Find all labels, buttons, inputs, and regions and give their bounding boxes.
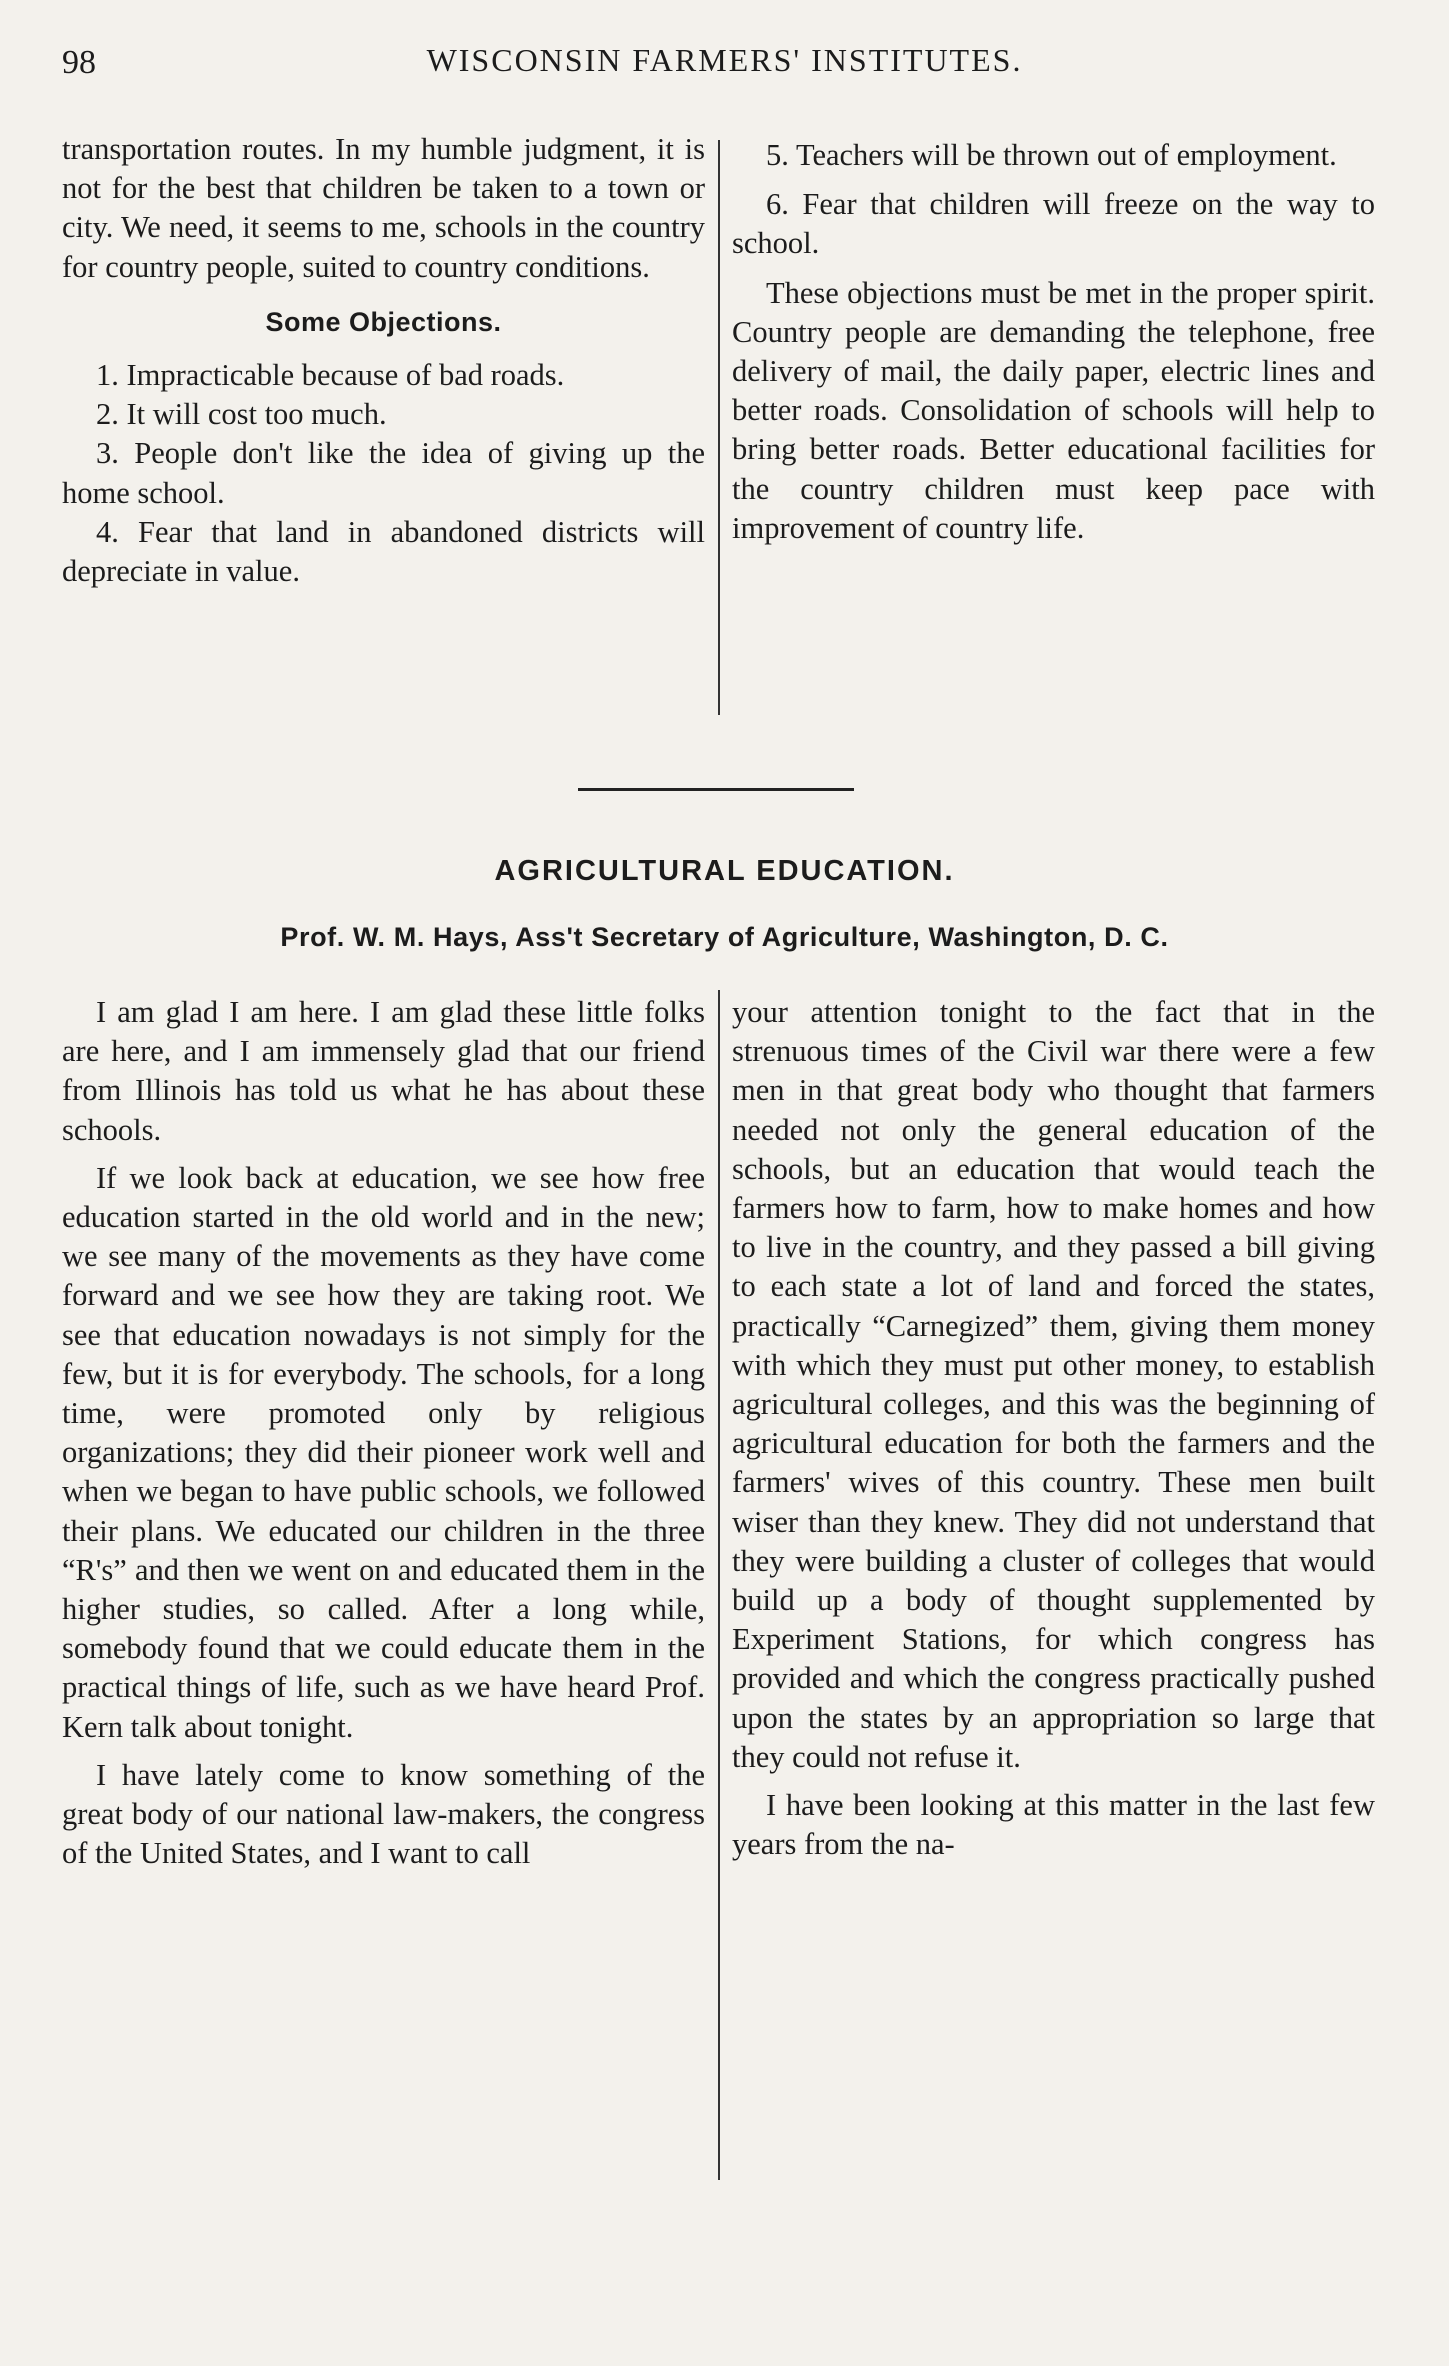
section-separator [578, 788, 854, 791]
continuation-paragraph: transportation routes. In my humble judgment, it is not for the best that children be taken to a town or city. We need, it seems to me, schools in the country for country people, suited to country conditions. [62, 132, 705, 284]
article-title: AGRICULTURAL EDUCATION. [494, 855, 955, 887]
article-column-divider [718, 990, 720, 2180]
article-paragraph: If we look back at education, we see how free education started in the old world and in the new; we see many of the movements as they have come forward and we see how they are taking root. We see that education nowadays is not simply for the few, but it is for everybody. The schools, for a long time, were promoted only by religious organizations; they did their pioneer work well and when we began to have public schools, we followed their plans. We educated our children in the three “R's” and then we went on and educated them in the higher studies, so called. After a long while, somebody found that we could educate them in the practical things of life, such as we have heard Prof. Kern talk about tonight. [62, 1160, 705, 1744]
objection-item: 2. It will cost too much. [96, 397, 387, 432]
objection-item: 5. Teachers will be thrown out of employment. [766, 138, 1337, 172]
running-head: WISCONSIN FARMERS' INSTITUTES. [426, 42, 1023, 78]
article-left-column [62, 993, 705, 1882]
objection-item: 3. People don't like the idea of giving up the home school. [62, 436, 705, 510]
article-paragraph: I have been looking at this matter in the last few years from the na- [732, 1788, 1375, 1862]
top-left-column [62, 130, 705, 591]
top-column-divider [718, 140, 720, 715]
article-byline: Prof. W. M. Hays, Ass't Secretary of Agriculture, Washington, D. C. [280, 922, 1169, 952]
page-number: 98 [62, 44, 96, 81]
article-right-column [732, 993, 1375, 1873]
article-paragraph: I am glad I am here. I am glad these little folks are here, and I am immensely glad that our friend from Illinois has told us what he has about these schools. [62, 995, 705, 1147]
objection-item: 4. Fear that land in abandoned districts will depreciate in value. [62, 514, 705, 589]
objection-item: 1. Impracticable because of bad roads. [96, 358, 565, 393]
objection-item: 6. Fear that children will freeze on the way to school. [732, 187, 1375, 261]
top-right-column [732, 136, 1375, 557]
article-paragraph: I have lately come to know something of the great body of our national law-makers, the congress of the United States, and I want to call [62, 1757, 705, 1871]
article-paragraph: your attention tonight to the fact that in the strenuous times of the Civil war there were a few men in that great body who thought that farmers needed not only the general education of the schools, but an education that would teach the farmers how to farm, how to make homes and how to live in the country, and they passed a bill giving to each state a lot of land and forced the states, practically “Carnegized” them, giving them money with which they must put other money, to establish agricultural colleges, and this was the beginning of agricultural education for both the farmers and the farmers' wives of this country. These men built wiser than they knew. They did not understand that they were building a cluster of colleges that would build up a body of thought supplemented by Experiment Stations, for which congress has provided and which the congress practically pushed upon the states by an appropriation so large that they could not refuse it. [732, 995, 1375, 1774]
closing-paragraph: These objections must be met in the proper spirit. Country people are demanding the telephone, free delivery of mail, the daily paper, electric lines and better roads. Consolidation of schools will help to bring better roads. Better educational facilities for the country children must keep pace with improvement of country life. [732, 275, 1375, 545]
objections-subheading: Some Objections. [265, 306, 502, 337]
